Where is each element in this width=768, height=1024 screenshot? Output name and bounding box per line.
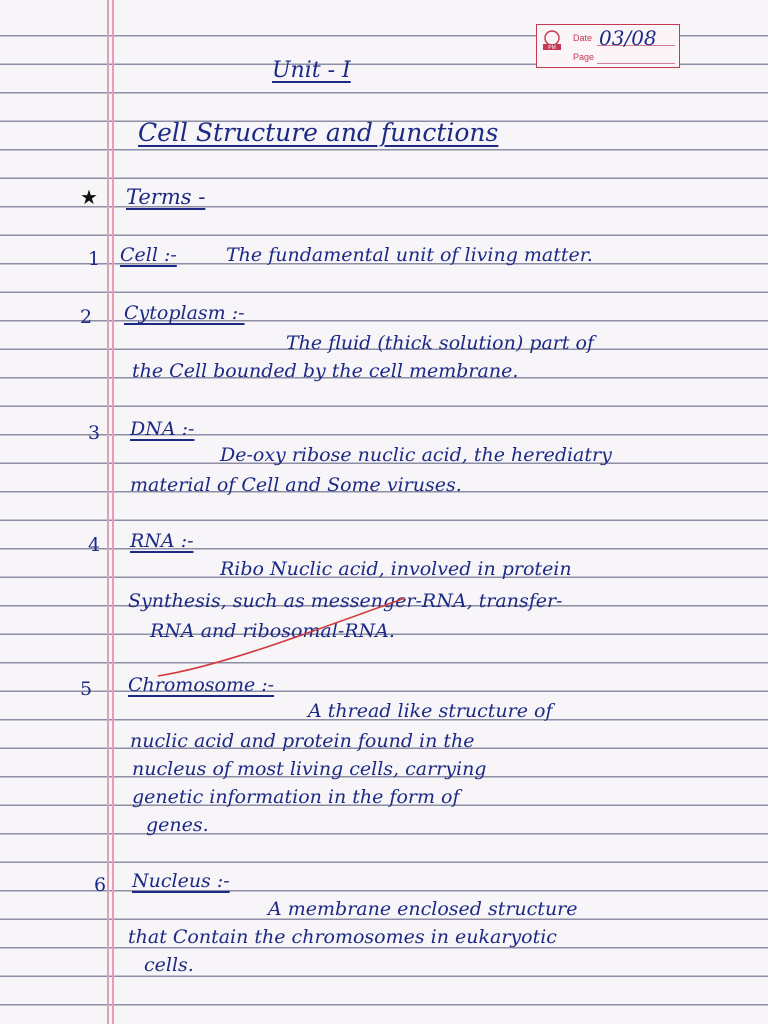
definition-line: The fundamental unit of living matter. — [226, 244, 593, 266]
definition-line: Synthesis, such as messenger-RNA, transfer- — [128, 590, 563, 612]
definition-line: De-oxy ribose nuclic acid, the herediatry — [220, 444, 612, 466]
term-nucleus: Nucleus :- — [132, 870, 230, 892]
terms-heading: Terms - — [126, 185, 206, 209]
definition-line: genetic information in the form of — [132, 786, 460, 808]
margin-line — [107, 0, 109, 1024]
star-icon: ★ — [80, 185, 98, 209]
term-cytoplasm: Cytoplasm :- — [124, 302, 245, 324]
logo-text: PM — [548, 45, 556, 51]
definition-line: The fluid (thick solution) part of — [286, 332, 594, 354]
term-cell: Cell :- — [120, 244, 177, 266]
publisher-logo-icon — [541, 29, 563, 51]
definition-line: the Cell bounded by the cell membrane. — [132, 360, 519, 382]
unit-heading: Unit - I — [272, 58, 351, 83]
definition-line: cells. — [144, 954, 194, 976]
entry-number: 5 — [80, 678, 93, 700]
definition-line: material of Cell and Some viruses. — [130, 474, 462, 496]
entry-number: 2 — [80, 306, 93, 328]
date-label: Date — [573, 33, 593, 43]
margin-line — [112, 0, 114, 1024]
entry-number: 1 — [88, 248, 101, 270]
page-label: Page — [573, 52, 595, 62]
definition-line: nuclic acid and protein found in the — [130, 730, 475, 752]
date-value: 03/08 — [599, 26, 657, 50]
definition-line: nucleus of most living cells, carrying — [132, 758, 487, 780]
page-title: Cell Structure and functions — [138, 118, 499, 147]
definition-line: RNA and ribosomal-RNA. — [150, 620, 395, 642]
definition-line: A membrane enclosed structure — [268, 898, 578, 920]
entry-number: 6 — [94, 874, 107, 896]
definition-line: genes. — [146, 814, 209, 836]
definition-line: that Contain the chromosomes in eukaryotic — [128, 926, 557, 948]
correction-mark — [150, 596, 410, 686]
term-dna: DNA :- — [130, 418, 195, 440]
date-page-stamp — [536, 24, 680, 68]
entry-number: 4 — [88, 534, 101, 556]
entry-number: 3 — [88, 422, 101, 444]
definition-line: Ribo Nuclic acid, involved in protein — [220, 558, 572, 580]
term-chromosome: Chromosome :- — [128, 674, 275, 696]
term-rna: RNA :- — [130, 530, 194, 552]
definition-line: A thread like structure of — [308, 700, 553, 722]
page-rule — [597, 63, 675, 64]
